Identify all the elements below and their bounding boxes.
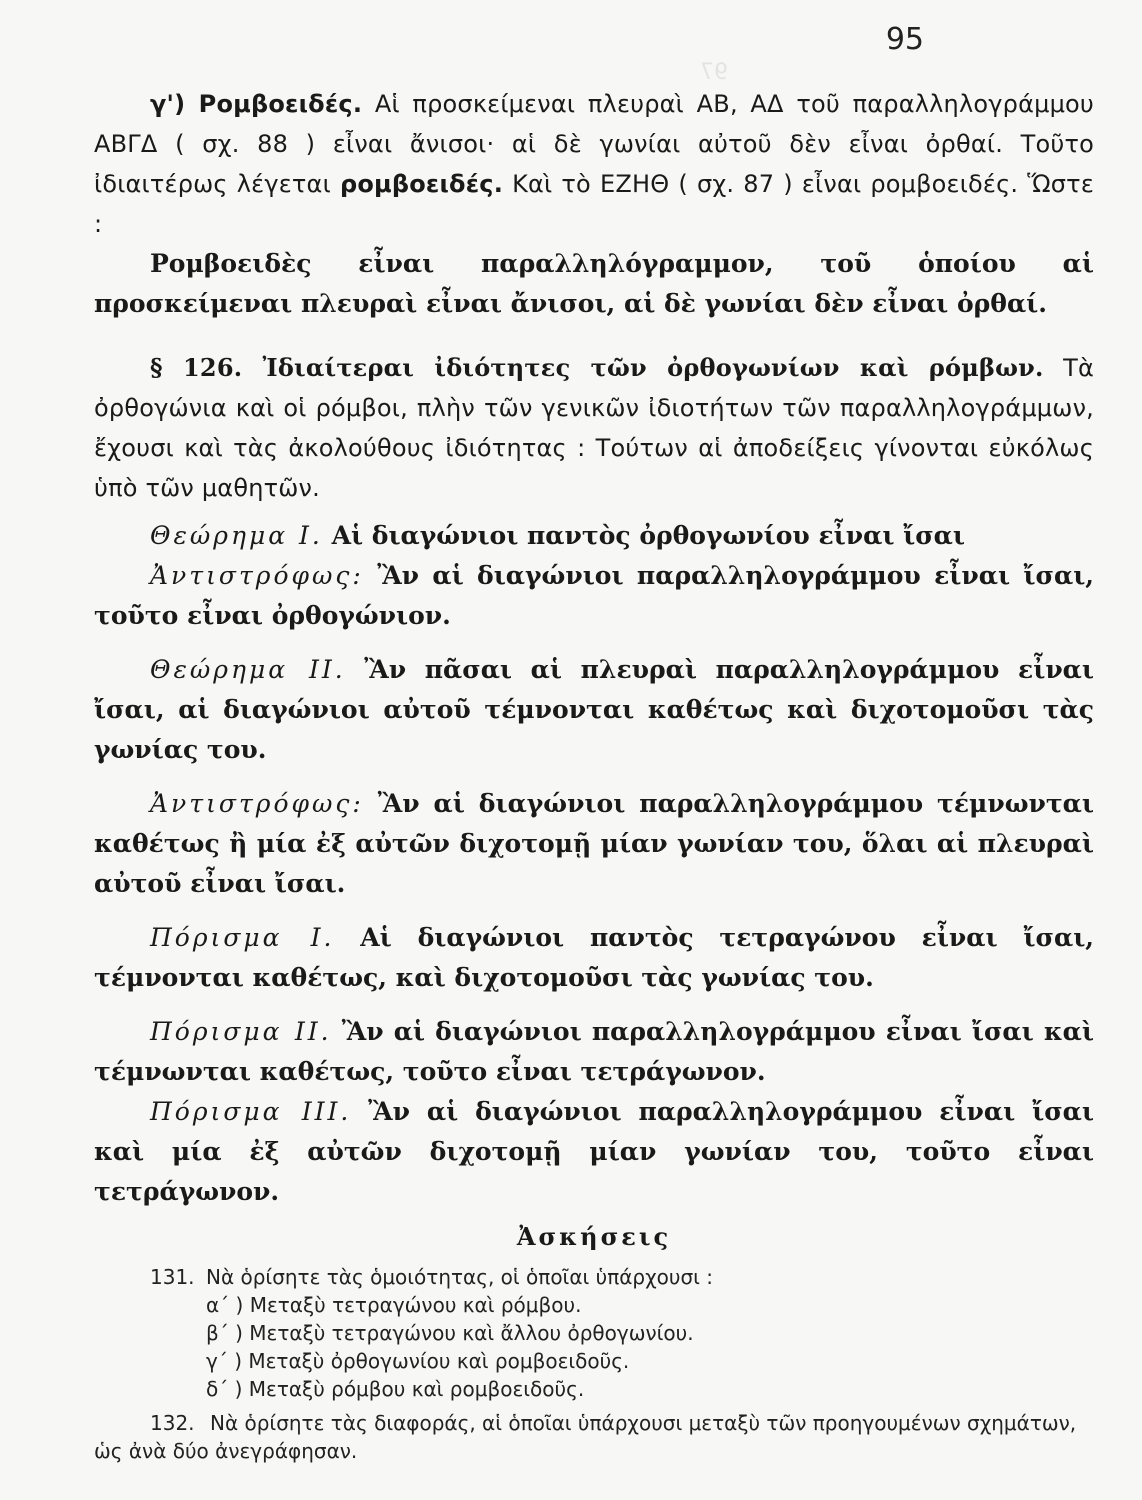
theorem-2-converse-text: Ἂν αἱ διαγώνιοι παραλληλογράμμου τέμνωνται καθέτως ἢ μία ἐξ αὐτῶν διχοτομῇ μίαν γωνίαν του, ὅλαι αἱ πλευραὶ αὐτοῦ εἶναι ἴσαι. xyxy=(94,789,1094,898)
section-126-text: Τὰ ὀρθογώνια καὶ οἱ ρόμβοι, πλὴν τῶν γενικῶν ἰδιοτήτων τῶν παραλληλογράμμων, ἔχουσι καὶ τὰς ἀκολούθους ἰδιότητας : Τούτων αἱ ἀποδείξεις γίνονται εὐκόλως ὑπὸ τῶν μαθητῶν. xyxy=(94,354,1094,502)
exercise-131-item-a: α΄ ) Μεταξὺ τετραγώνου καὶ ρόμβου. xyxy=(206,1293,582,1317)
corollary-1-label: Πόρισμα Ι. xyxy=(150,923,335,952)
page-number: 95 xyxy=(885,22,924,57)
theorem-1-converse-label: Ἀντιστρόφως: xyxy=(150,561,364,590)
section-126-heading: § 126. Ἰδιαίτεραι ἰδιότητες τῶν ὀρθογωνίων καὶ ρόμβων. xyxy=(150,353,1044,382)
rhombus-definition: Ρομβοειδὲς εἶναι παραλληλόγραμμον, τοῦ ὁποίου αἱ προσκείμεναι πλευραὶ εἶναι ἄνισοι, αἱ δὲ γωνίαι δὲν εἶναι ὀρθαί. xyxy=(94,249,1094,318)
rhombus-term: ρομβοειδές. xyxy=(339,170,504,198)
rhombus-paragraph xyxy=(94,84,1094,244)
rhombus-tail: Καὶ τὸ ΕΖΗΘ ( σχ. 87 ) εἶναι ρομβοειδές. Ὥστε : xyxy=(94,170,1095,238)
rhombus-label: γ') Ρομβοειδές. xyxy=(150,90,363,118)
theorem-1-label: Θεώρημα Ι. xyxy=(150,521,323,550)
corollary-1 xyxy=(94,918,1094,998)
exercise-131-item-b: β΄ ) Μεταξὺ τετραγώνου καὶ ἄλλου ὀρθογωνίου. xyxy=(206,1321,694,1345)
theorem-2-label: Θεώρημα ΙΙ. xyxy=(150,655,346,684)
exercise-131-item-c: γ΄ ) Μεταξὺ ὀρθογωνίου καὶ ρομβοειδοῦς. xyxy=(206,1349,630,1373)
section-126-paragraph xyxy=(94,348,1094,508)
exercise-131-item-d: δ΄ ) Μεταξὺ ρόμβου καὶ ρομβοειδοῦς. xyxy=(206,1377,585,1401)
exercise-131-number: 131. xyxy=(150,1265,195,1289)
theorem-2 xyxy=(94,650,1094,770)
theorem-1-converse xyxy=(94,556,1094,636)
exercise-132-number: 132. xyxy=(150,1411,195,1435)
corollary-2-label: Πόρισμα ΙΙ. xyxy=(150,1017,332,1046)
exercise-132-text: Νὰ ὁρίσητε τὰς διαφοράς, αἱ ὁποῖαι ὑπάρχουσι μεταξὺ τῶν προηγουμένων σχημάτων, ὡς ἀνὰ δύο ἀνεγράφησαν. xyxy=(94,1411,1077,1463)
exercise-131 xyxy=(94,1263,1094,1291)
theorem-2-converse-label: Ἀντιστρόφως: xyxy=(150,789,364,818)
bleed-through-text: 97 xyxy=(700,60,728,85)
theorem-1 xyxy=(94,516,1094,556)
page-body xyxy=(94,84,1094,1465)
theorem-2-converse xyxy=(94,784,1094,904)
corollary-3-text: Ἂν αἱ διαγώνιοι παραλληλογράμμου εἶναι ἴσαι καὶ μία ἐξ αὐτῶν διχοτομῇ μίαν γωνίαν του, τοῦτο εἶναι τετράγωνον. xyxy=(94,1097,1094,1206)
exercise-131-text: Νὰ ὁρίσητε τὰς ὁμοιότητας, οἱ ὁποῖαι ὑπάρχουσι : xyxy=(206,1265,714,1289)
rhombus-text: Αἱ προσκείμεναι πλευραὶ ΑΒ, ΑΔ τοῦ παραλληλογράμμου ΑΒΓΔ ( σχ. 88 ) εἶναι ἄνισοι· αἱ δὲ γωνίαι αὐτοῦ δὲν εἶναι ὀρθαί. Τοῦτο ἰδιαιτέρως λέγεται xyxy=(94,90,1095,198)
corollary-3 xyxy=(94,1092,1094,1212)
corollary-3-label: Πόρισμα ΙΙΙ. xyxy=(150,1097,352,1126)
exercise-132 xyxy=(94,1409,1094,1465)
exercises-heading: Ἀσκήσεις xyxy=(516,1222,672,1251)
corollary-1-text: Αἱ διαγώνιοι παντὸς τετραγώνου εἶναι ἴσαι, τέμνονται καθέτως, καὶ διχοτομοῦσι τὰς γωνίας του. xyxy=(94,923,1094,992)
corollary-2 xyxy=(94,1012,1094,1092)
corollary-2-text: Ἂν αἱ διαγώνιοι παραλληλογράμμου εἶναι ἴσαι καὶ τέμνωνται καθέτως, τοῦτο εἶναι τετράγωνον. xyxy=(94,1017,1094,1086)
theorem-1-converse-text: Ἂν αἱ διαγώνιοι παραλληλογράμμου εἶναι ἴσαι, τοῦτο εἶναι ὀρθογώνιον. xyxy=(94,561,1094,630)
theorem-1-text: Αἱ διαγώνιοι παντὸς ὀρθογωνίου εἶναι ἴσαι xyxy=(322,521,965,550)
theorem-2-text: Ἂν πᾶσαι αἱ πλευραὶ παραλληλογράμμου εἶναι ἴσαι, αἱ διαγώνιοι αὐτοῦ τέμνονται καθέτως καὶ διχοτομοῦσι τὰς γωνίας του. xyxy=(94,655,1094,764)
